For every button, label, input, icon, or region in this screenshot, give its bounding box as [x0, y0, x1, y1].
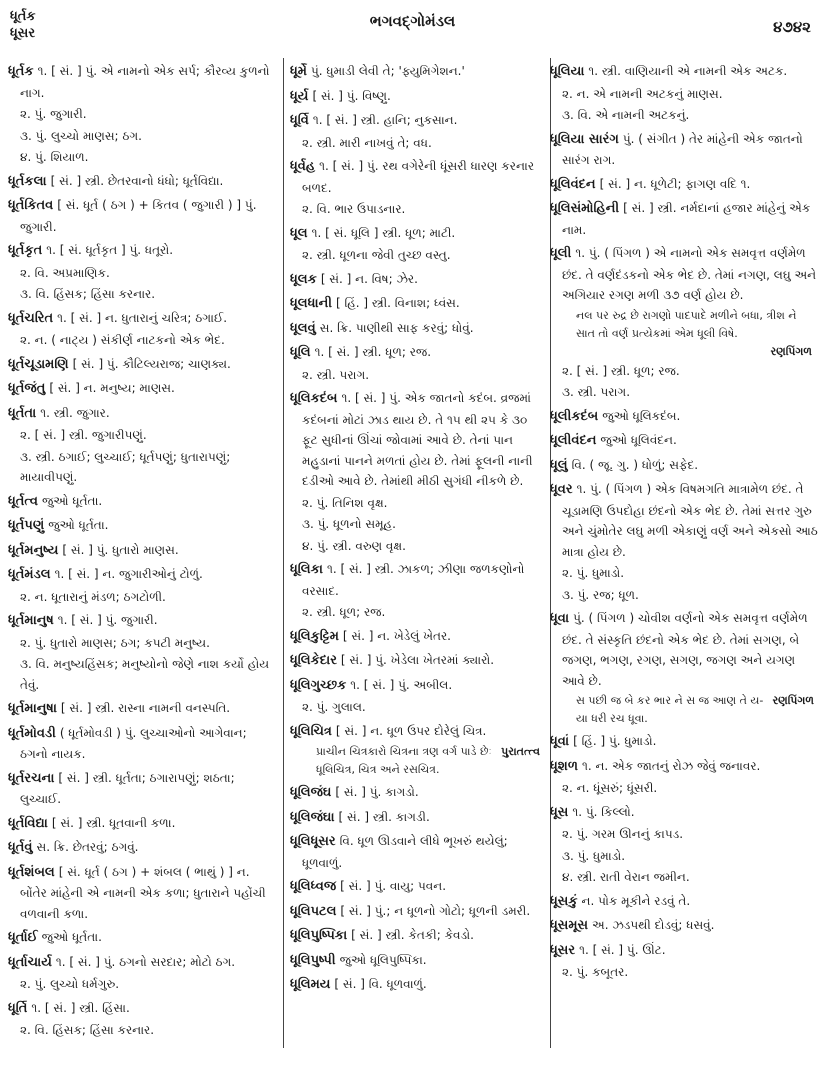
dictionary-entry — [290, 342, 544, 364]
headword: ધૂર્તમાનુષ — [8, 613, 54, 628]
headword: ધૂલિચિત્ર — [290, 723, 332, 739]
definition: ૧. પું. ( પિંગળ ) એ નામનો એક સમવૃત્ત વર્ણમેળ છંદ. તે વર્ણદંડકનો એક ભેદ છે. તેમાં નગણ, લઘુ અને અગિયાર રગણ મળી ૩૭ વર્ણ હોય છે. — [562, 246, 817, 302]
dictionary-entry — [550, 940, 818, 962]
headword: ધૂલિયા — [550, 64, 585, 79]
definition: [ સં. ] સ્ત્રી. ધૂર્તતા; ઠગારાપણું; શઠતા; લુચ્ચાઈ. — [20, 770, 235, 806]
dictionary-entry — [8, 240, 274, 262]
headword: ધૂલિગુચ્છક — [290, 677, 347, 693]
headword: ધૂલીવંદન — [550, 433, 597, 448]
guide-word-last: ધૂસર — [10, 26, 36, 41]
headword: ધૂસ — [550, 804, 569, 820]
dictionary-entry — [8, 564, 274, 586]
definition: [ સં. ] પું. વાયુ; પવન. — [340, 879, 447, 893]
sub-sense: ૩. પું. રજ; ધૂળ. — [562, 587, 639, 602]
headword: ધૂર્તાઈ — [8, 930, 38, 945]
definition: [ સં. ] પું. ધુતારો માણસ. — [62, 542, 179, 557]
definition: [ સં. ] પું.; ન ધૂળનો ગોટો; ધૂળની ડમરી. — [340, 903, 531, 918]
sub-sense: ૨. [ સં. ] સ્ત્રી. ધૂળ; રજ. — [562, 363, 680, 378]
sub-sense: ૨. પું. ગરમ ઊનનું કાપડ. — [562, 827, 684, 841]
sub-sense: ૨. [ સં. ] સ્ત્રી. જુગારીપણું. — [20, 428, 147, 442]
definition: જુઓ ધૂર્તતા. — [48, 518, 109, 532]
headword: ધૂર્તકિતવ — [8, 198, 54, 213]
dictionary-entry — [8, 723, 274, 765]
dictionary-entry — [8, 378, 274, 400]
sub-sense: ૩. પું. ધૂળનો સમૂહ. — [302, 517, 396, 531]
dictionary-entry — [8, 952, 274, 974]
headword: ધૂલિધૂસર — [290, 834, 336, 849]
headword: ધૂર્તમનુષ્ય — [8, 542, 59, 558]
definition: ૧. ન. એક જાતનું રોઝ જેવું જનાવર. — [581, 758, 761, 773]
dictionary-entry — [550, 198, 818, 240]
definition: ૧. [ સં. ] પું. જુગારી. — [57, 613, 158, 627]
sub-sense: ૨. વિ. હિંસક; હિંસા કરનાર. — [20, 1023, 155, 1037]
headword: ધૂશળ — [550, 758, 578, 774]
definition: [ સં. ] ન. ખેડેલું ખેતર. — [342, 628, 451, 643]
dictionary-entry — [290, 626, 544, 648]
dictionary-entry — [290, 86, 544, 108]
dictionary-entry — [290, 950, 544, 972]
headword: ધૂર્મે — [290, 64, 307, 79]
quotation-text: સ પછી જ બે કર ભાર ને સ જ આણ તે ય- યા ધરી રચ ધૂવા. — [576, 694, 764, 725]
definition: ૧. [ સં. ] સ્ત્રી. ધૂળ; રજ. — [314, 345, 432, 359]
quotation-source: રણપિંગળ — [770, 344, 812, 358]
definition: અ. ઝડપથી દોડવું; ધસવું. — [592, 918, 715, 932]
definition: [ સં. ધૂર્ત ( ઠગ ) + કિતવ ( જુગારી ) ] પું. જુગારી. — [20, 198, 257, 234]
dictionary-entry — [8, 61, 274, 103]
definition: સ. ક્રિ. પાણીથી સાફ કરવું; ધોવું. — [319, 320, 474, 335]
definition: [ સં. ] પું. કૌટિલ્યરાજ; ચાણક્ય. — [72, 356, 231, 371]
dictionary-entry — [550, 174, 818, 196]
sub-sense: ૩. પું. લુચ્ચો માણસ; ઠગ. — [20, 128, 142, 143]
sub-sense: ૨. વિ. ભાર ઉપાડનાર. — [302, 202, 406, 216]
definition: ૧. પું. ( પિંગળ ) એક વિષમગતિ માત્રામેળ છંદ. તે ચૂડામણિ ઉપદોહા છંદનો એક ભેદ છે. તેમાં સત્તર ગુરુ અને ચુંમોતેર લઘુ મળી એકાણું વર્ણ અને એકસો આઠ માત્રા હોય છે. — [562, 482, 818, 559]
dictionary-entry — [550, 891, 818, 913]
dictionary-entry — [290, 156, 544, 198]
headword: ધૂલિયા સારંગ — [550, 131, 619, 147]
dictionary-entry — [8, 927, 274, 949]
dictionary-entry — [8, 862, 274, 925]
headword: ધૂર્તિ — [8, 1000, 28, 1016]
headword: ધૂલું — [550, 457, 568, 473]
dictionary-entry — [8, 195, 274, 237]
dictionary-entry — [8, 308, 274, 330]
headword: ધૂર્તતા — [8, 405, 37, 421]
definition: ૧. [ સં. ] સ્ત્રી. ઝાકળ; ઝીણા જળકણોનો વરસાદ. — [302, 562, 525, 598]
dictionary-entry — [290, 901, 544, 923]
sub-sense: ૩. વિ. હિંસક; હિંસા કરનાર. — [20, 287, 156, 301]
quotation — [550, 307, 818, 343]
definition: વિ. ધૂળ ઊડવાને લીધે ભૂખરું થયેલું; ધૂળવાળું. — [302, 834, 508, 870]
dictionary-entry — [290, 61, 544, 83]
definition: જુઓ ધૂલિપુષ્પિકા. — [339, 952, 427, 967]
headword: ધૂલિજંઘા — [290, 809, 335, 825]
headword: ધૂવર — [550, 482, 573, 497]
dictionary-entry — [290, 293, 544, 315]
definition: ( ધૂર્તમોવડી ) પું. લુચ્ચાઓનો આગેવાન; ઠગનો નાયક. — [20, 725, 247, 761]
definition: ૧. [ સં. ] સ્ત્રી. હાનિ; નુકસાન. — [312, 113, 458, 127]
definition: ૧. [ સં. ] પું. એક જાતનો કદંબ. વ્રજમાં કદંબનાં મોટાં ઝાડ થાય છે. તે ૧૫ થી ૨૫ કે ૩૦ ફૂટ સુધીનાં ઊંચાં જોવામાં આવે છે. તેનાં પાન મહુડાનાં પાનને મળતાં હોય છે. તેમાં ફૂલની નાની દડીઓ આવે છે. તેમાંથી મીઠી સુગંધી નીકળે છે. — [302, 391, 533, 488]
column-3 — [550, 58, 818, 984]
dictionary-entry — [290, 388, 544, 492]
dictionary-entry — [8, 403, 274, 425]
dictionary-entry — [550, 430, 818, 452]
guide-word-first: ધૂર્તક — [10, 9, 36, 24]
dictionary-entry — [290, 831, 544, 873]
definition: વિ. ( જૂ. ગુ. ) ધોળું; સફેદ. — [571, 457, 699, 472]
headword: ધૂર્તજંતુ — [8, 381, 46, 396]
definition: ન. પોક મૂકીને રડવું તે. — [581, 893, 691, 908]
definition: જુઓ ધૂલિવંદન. — [600, 433, 677, 447]
headword: ધૂર્વહ — [290, 159, 316, 174]
definition: પું. ( પિંગળ ) ચોવીશ વર્ણનો એક સમવૃત્ત વર્ણમેળ છંદ. તે સંસ્કૃતિ છંદનો એક ભેદ છે. તેમાં સગણ, બે જગણ, ભગણ, રગણ, સગણ, જગણ અને યગણ આવે છે. — [562, 611, 808, 688]
headword: ધૂલીકદંબ — [550, 408, 599, 424]
definition: [ સં. ] ન. ધૂળેટી; ફાગણ વદિ ૧. — [599, 176, 751, 191]
sub-sense: ૪. સ્ત્રી. રાતી વેરાન જમીન. — [562, 870, 690, 884]
headword: ધૂર્તમાનુષા — [8, 701, 57, 716]
quotation-source: રણપિંગળ — [772, 694, 814, 707]
headword: ધૂલિકેદાર — [290, 653, 337, 668]
dictionary-entry — [550, 608, 818, 691]
definition: [ સં. ] સ્ત્રી. નર્મદાનાં હજાર માંહેનું એક નામ. — [562, 201, 811, 237]
quotation — [550, 692, 818, 728]
sub-sense: ૨. પું. લુચ્ચો ધર્મગુરુ. — [20, 977, 120, 991]
headword: ધૂલિસંમોહિની — [550, 201, 620, 216]
headword: ધૂર્તકૃત — [8, 243, 43, 258]
dictionary-entry — [550, 455, 818, 477]
sub-sense: ૨. સ્ત્રી. મારી નાખવું તે; વધ. — [302, 135, 432, 150]
dictionary-entry — [8, 610, 274, 632]
definition: ૧. પું. કિલ્લો. — [572, 804, 635, 819]
dictionary-entry — [290, 269, 544, 291]
dictionary-entry — [290, 925, 544, 947]
definition: સ. ક્રિ. છેતરવું; ઠગવું. — [36, 840, 139, 854]
definition: ૧. [ સં. ] ન. ધુતારાનું ચરિત્ર; ઠગાઈ. — [57, 310, 228, 325]
definition: [ સં. ] સ્ત્રી. ધૂતવાની કળા. — [51, 815, 176, 830]
definition: પું. ધુમાડી લેવી તે; 'ફ્યુમિગેશન.' — [310, 64, 465, 78]
headword: ધૂલિકદંબ — [290, 391, 338, 406]
headword: ધૂર્ય — [290, 88, 309, 104]
dictionary-entry — [290, 974, 544, 996]
headword: ધૂલિજંઘ — [290, 785, 332, 800]
definition: [ સં. ] સ્ત્રી. રાસ્ના નામની વનસ્પતિ. — [60, 701, 231, 715]
headword: ધૂર્તવિદ્યા — [8, 815, 48, 831]
definition: ૧. સ્ત્રી. વાણિયાની એ નામની એક અટક. — [588, 64, 788, 78]
sub-sense: ૩. પું. ધુમાડો. — [562, 848, 626, 863]
dictionary-entry — [290, 721, 544, 743]
quotation-text: નલ પર રુદ્ર છે રાગણો પાદપાદે મળીને બધા, ત્રીશ ને સાત તો વર્ણ પ્રત્યેકમાં એમ ધૂલી વિષે. — [576, 308, 797, 340]
dictionary-entry — [550, 479, 818, 562]
sub-sense: ૨. પું. ધુમાડો. — [562, 566, 625, 580]
dictionary-entry — [8, 171, 274, 193]
definition: [ સં. ] સ્ત્રી. છેતરવાનો ધંધો; ધૂર્તવિદ્યા. — [50, 173, 224, 188]
sub-sense: ૨. વિ. અપ્રમાણિક. — [20, 265, 110, 280]
headword: ધૂર્તમોવડી — [8, 725, 56, 741]
definition: ૧. [ સં. ] ન. જુગારીઓનું ટોળું. — [54, 567, 203, 581]
definition: ૧. [ સં. ] પું. રથ વગેરેની ધૂંસરી ધારણ કરનાર બળદ. — [302, 159, 535, 195]
headword: ધૂસકું — [550, 893, 578, 909]
headword: ધૂર્તવું — [8, 840, 33, 855]
headword: ધૂર્તચરિત — [8, 310, 54, 326]
quotation — [290, 743, 544, 779]
headword: ધૂસર — [550, 942, 576, 958]
headword: ધૂલિકુટ્ટિમ — [290, 628, 339, 644]
headword: ધૂલધાની — [290, 296, 333, 311]
headword: ધૂર્વિ — [290, 113, 309, 128]
definition: જુઓ ધૂલિકદંબ. — [602, 408, 681, 423]
definition: [ સં. ] ન. મનુષ્ય; માણસ. — [49, 381, 175, 395]
definition: [ સં. ] સ્ત્રી. કાગડી. — [338, 809, 430, 824]
headword: ધૂર્તપણું — [8, 518, 45, 533]
page-title: ભગવદ્ગોમંડલ — [369, 12, 456, 30]
headword: ધૂલિધ્વજ — [290, 879, 337, 894]
dictionary-entry — [290, 876, 544, 898]
headword: ધૂવાં — [550, 734, 570, 749]
definition: [ હિં. ] સ્ત્રી. વિનાશ; ધ્વંસ. — [336, 296, 460, 310]
headword: ધૂલિવંદન — [550, 176, 596, 192]
definition: ૧. [ સં. ધૂર્તકૃત ] પું. ધતૂરો. — [46, 243, 174, 257]
definition: [ સં. ] પું. વિષ્ણુ. — [312, 88, 391, 103]
dictionary-entry — [550, 802, 818, 824]
headword: ધૂલિપુષ્પિકા — [290, 928, 348, 943]
sub-sense: ૨. સ્ત્રી. ધૂળના જેવી તુચ્છ વસ્તુ. — [302, 248, 451, 262]
sub-sense: ૨. ન. ધૂંસરું; ધૂંસરી. — [562, 781, 658, 795]
headword: ધૂર્તત્વ — [8, 493, 38, 509]
dictionary-entry — [550, 243, 818, 306]
definition: ૧. [ સં. ] પું. ઠગનો સરદાર; મોટો ઠગ. — [55, 954, 236, 969]
sub-sense: ૨. પું. ધુતારો માણસ; ઠગ; કપટી મનુષ્ય. — [20, 635, 210, 650]
definition: [ સં. ] ન. વિષ; ઝેર. — [320, 271, 418, 286]
page-number: ૪૭૪૨ — [773, 18, 811, 36]
headword: ધૂવા — [550, 611, 570, 626]
dictionary-entry — [8, 515, 274, 537]
headword: ધૂલ — [290, 225, 308, 241]
definition: પું. ( સંગીત ) તેર માંહેની એક જાતનો સારંગ રાગ. — [562, 131, 803, 167]
dictionary-entry — [8, 491, 274, 513]
definition: ૧. [ સં. ધૂલિ ] સ્ત્રી. ધૂળ; માટી. — [311, 225, 456, 240]
headword: ધૂર્તક — [8, 64, 34, 79]
dictionary-entry — [8, 354, 274, 376]
sub-sense: ૨. ન. ધૂતારાનું મંડળ; ઠગટોળી. — [20, 589, 166, 604]
dictionary-entry — [550, 406, 818, 428]
headword: ધૂર્તમંડલ — [8, 567, 51, 582]
headword: ધૂર્તચૂડામણિ — [8, 356, 69, 372]
definition: [ હિં. ] પું. ધુમાડો. — [573, 734, 657, 748]
dictionary-entry — [550, 129, 818, 171]
definition: [ સં. ] પું. ખેડેલા ખેતરમાં ક્યારો. — [340, 653, 495, 667]
headword: ધૂર્તકલા — [8, 173, 47, 189]
headword: ધૂર્તશંબલ — [8, 864, 55, 880]
headword: ધૂલી — [550, 246, 572, 261]
definition: ૧. [ સં. ] પું. એ નામનો એક સર્પ; કૌરવ્ય કુળનો નાગ. — [20, 64, 270, 100]
column-1 — [8, 58, 274, 1042]
sub-sense: ૨. પું. તિનિશ વૃક્ષ. — [302, 495, 388, 510]
dictionary-entry — [550, 915, 818, 937]
sub-sense: ૩. સ્ત્રી. પરાગ. — [562, 385, 631, 399]
dictionary-entry — [8, 837, 274, 859]
sub-sense: ૩. વિ. એ નામની અટકનું. — [562, 108, 690, 122]
quotation-text: પ્રાચીન ચિત્રકારો ચિત્રના ત્રણ વર્ગ પાડે છેઃ ધૂલિચિત્ર, ચિત્ર અને રસચિત્ર. — [316, 745, 492, 776]
headword: ધૂલિ — [290, 345, 311, 360]
dictionary-entry — [8, 998, 274, 1020]
headword: ધૂલિમય — [290, 977, 331, 992]
dictionary-entry — [8, 768, 274, 810]
dictionary-entry — [550, 756, 818, 778]
headword: ધૂસમૂસ — [550, 918, 589, 933]
definition: [ સં. ] સ્ત્રી. કેતકી; કેવડો. — [351, 928, 474, 942]
quotation-source: પુરાતત્ત્વ — [501, 745, 540, 758]
definition: ૧. સ્ત્રી. જુગાર. — [40, 405, 110, 420]
sub-sense: ૨. પું. ગુલાલ. — [302, 700, 366, 714]
definition: [ સં. ] વિ. ધૂળવાળું. — [334, 977, 427, 991]
definition: જુઓ ધૂર્તતા. — [41, 493, 103, 508]
dictionary-entry — [290, 559, 544, 601]
sub-sense: ૩. વિ. મનુષ્યહિંસક; મનુષ્યોનો જેણે નાશ કર્યો હોય તેવું. — [20, 657, 270, 692]
dictionary-entry — [8, 698, 274, 720]
dictionary-entry — [290, 807, 544, 829]
dictionary-entry — [290, 782, 544, 804]
headword: ધૂર્તાચાર્ય — [8, 954, 52, 970]
dictionary-entry — [550, 731, 818, 753]
headword: ધૂલિપટલ — [290, 903, 337, 919]
definition: [ સં. ] પું. કાગડો. — [335, 785, 419, 799]
definition: [ સં. ધૂર્ત ( ઠગ ) + શંબલ ( ભાથું ) ] ન. બોંતેર માંહેની એ નામની એક કળા; ધુતારાને પહોંચી વળવાની કળા. — [20, 864, 266, 921]
definition: જુઓ ધૂર્તતા. — [41, 930, 102, 944]
dictionary-entry — [290, 650, 544, 672]
sub-sense: ૨. ન. ( નાટ્ય ) સંકીર્ણ નાટકનો એક ભેદ. — [20, 333, 225, 347]
definition: ૧. [ સં. ] પું. અબીલ. — [350, 677, 453, 692]
sub-sense: ૪. પું. સ્ત્રી. વરુણ વૃક્ષ. — [302, 538, 406, 553]
definition: ૧. [ સં. ] સ્ત્રી. હિંસા. — [31, 1000, 130, 1015]
sub-sense: ૨. સ્ત્રી. પરાગ. — [302, 367, 370, 382]
sub-sense: ૪. પું. શિયાળ. — [20, 150, 89, 164]
definition: ૧. [ સં. ] પું. ઊંટ. — [579, 942, 666, 957]
headword: ધૂલક — [290, 271, 317, 287]
column-2 — [283, 58, 551, 1048]
dictionary-entry — [290, 675, 544, 697]
headword: ધૂલિકા — [290, 562, 323, 577]
dictionary-entry — [290, 110, 544, 132]
headword: ધૂર્તરચના — [8, 770, 55, 786]
headword: ધૂલિપુષ્પી — [290, 952, 336, 968]
sub-sense: ૩. સ્ત્રી. ઠગાઈ; લુચ્ચાઈ; ધૂર્તપણું; ધુતારાપણું; માયાવીપણું. — [20, 449, 231, 484]
sub-sense: ૨. સ્ત્રી. ધૂળ; રજ. — [302, 605, 386, 619]
sub-sense: ૨. ન. એ નામની અટકનું માણસ. — [562, 86, 723, 101]
headword: ધૂલવું — [290, 320, 316, 336]
dictionary-entry — [8, 540, 274, 562]
dictionary-entry — [8, 813, 274, 835]
sub-sense: ૨. પું. કબૂતર. — [562, 965, 629, 979]
dictionary-entry — [290, 223, 544, 245]
dictionary-entry — [550, 61, 818, 83]
sub-sense: ૨. પું. જુગારી. — [20, 107, 87, 121]
definition: [ સં. ] ન. ધૂળ ઉપર દોરેલું ચિત્ર. — [335, 723, 487, 738]
dictionary-entry — [290, 318, 544, 340]
